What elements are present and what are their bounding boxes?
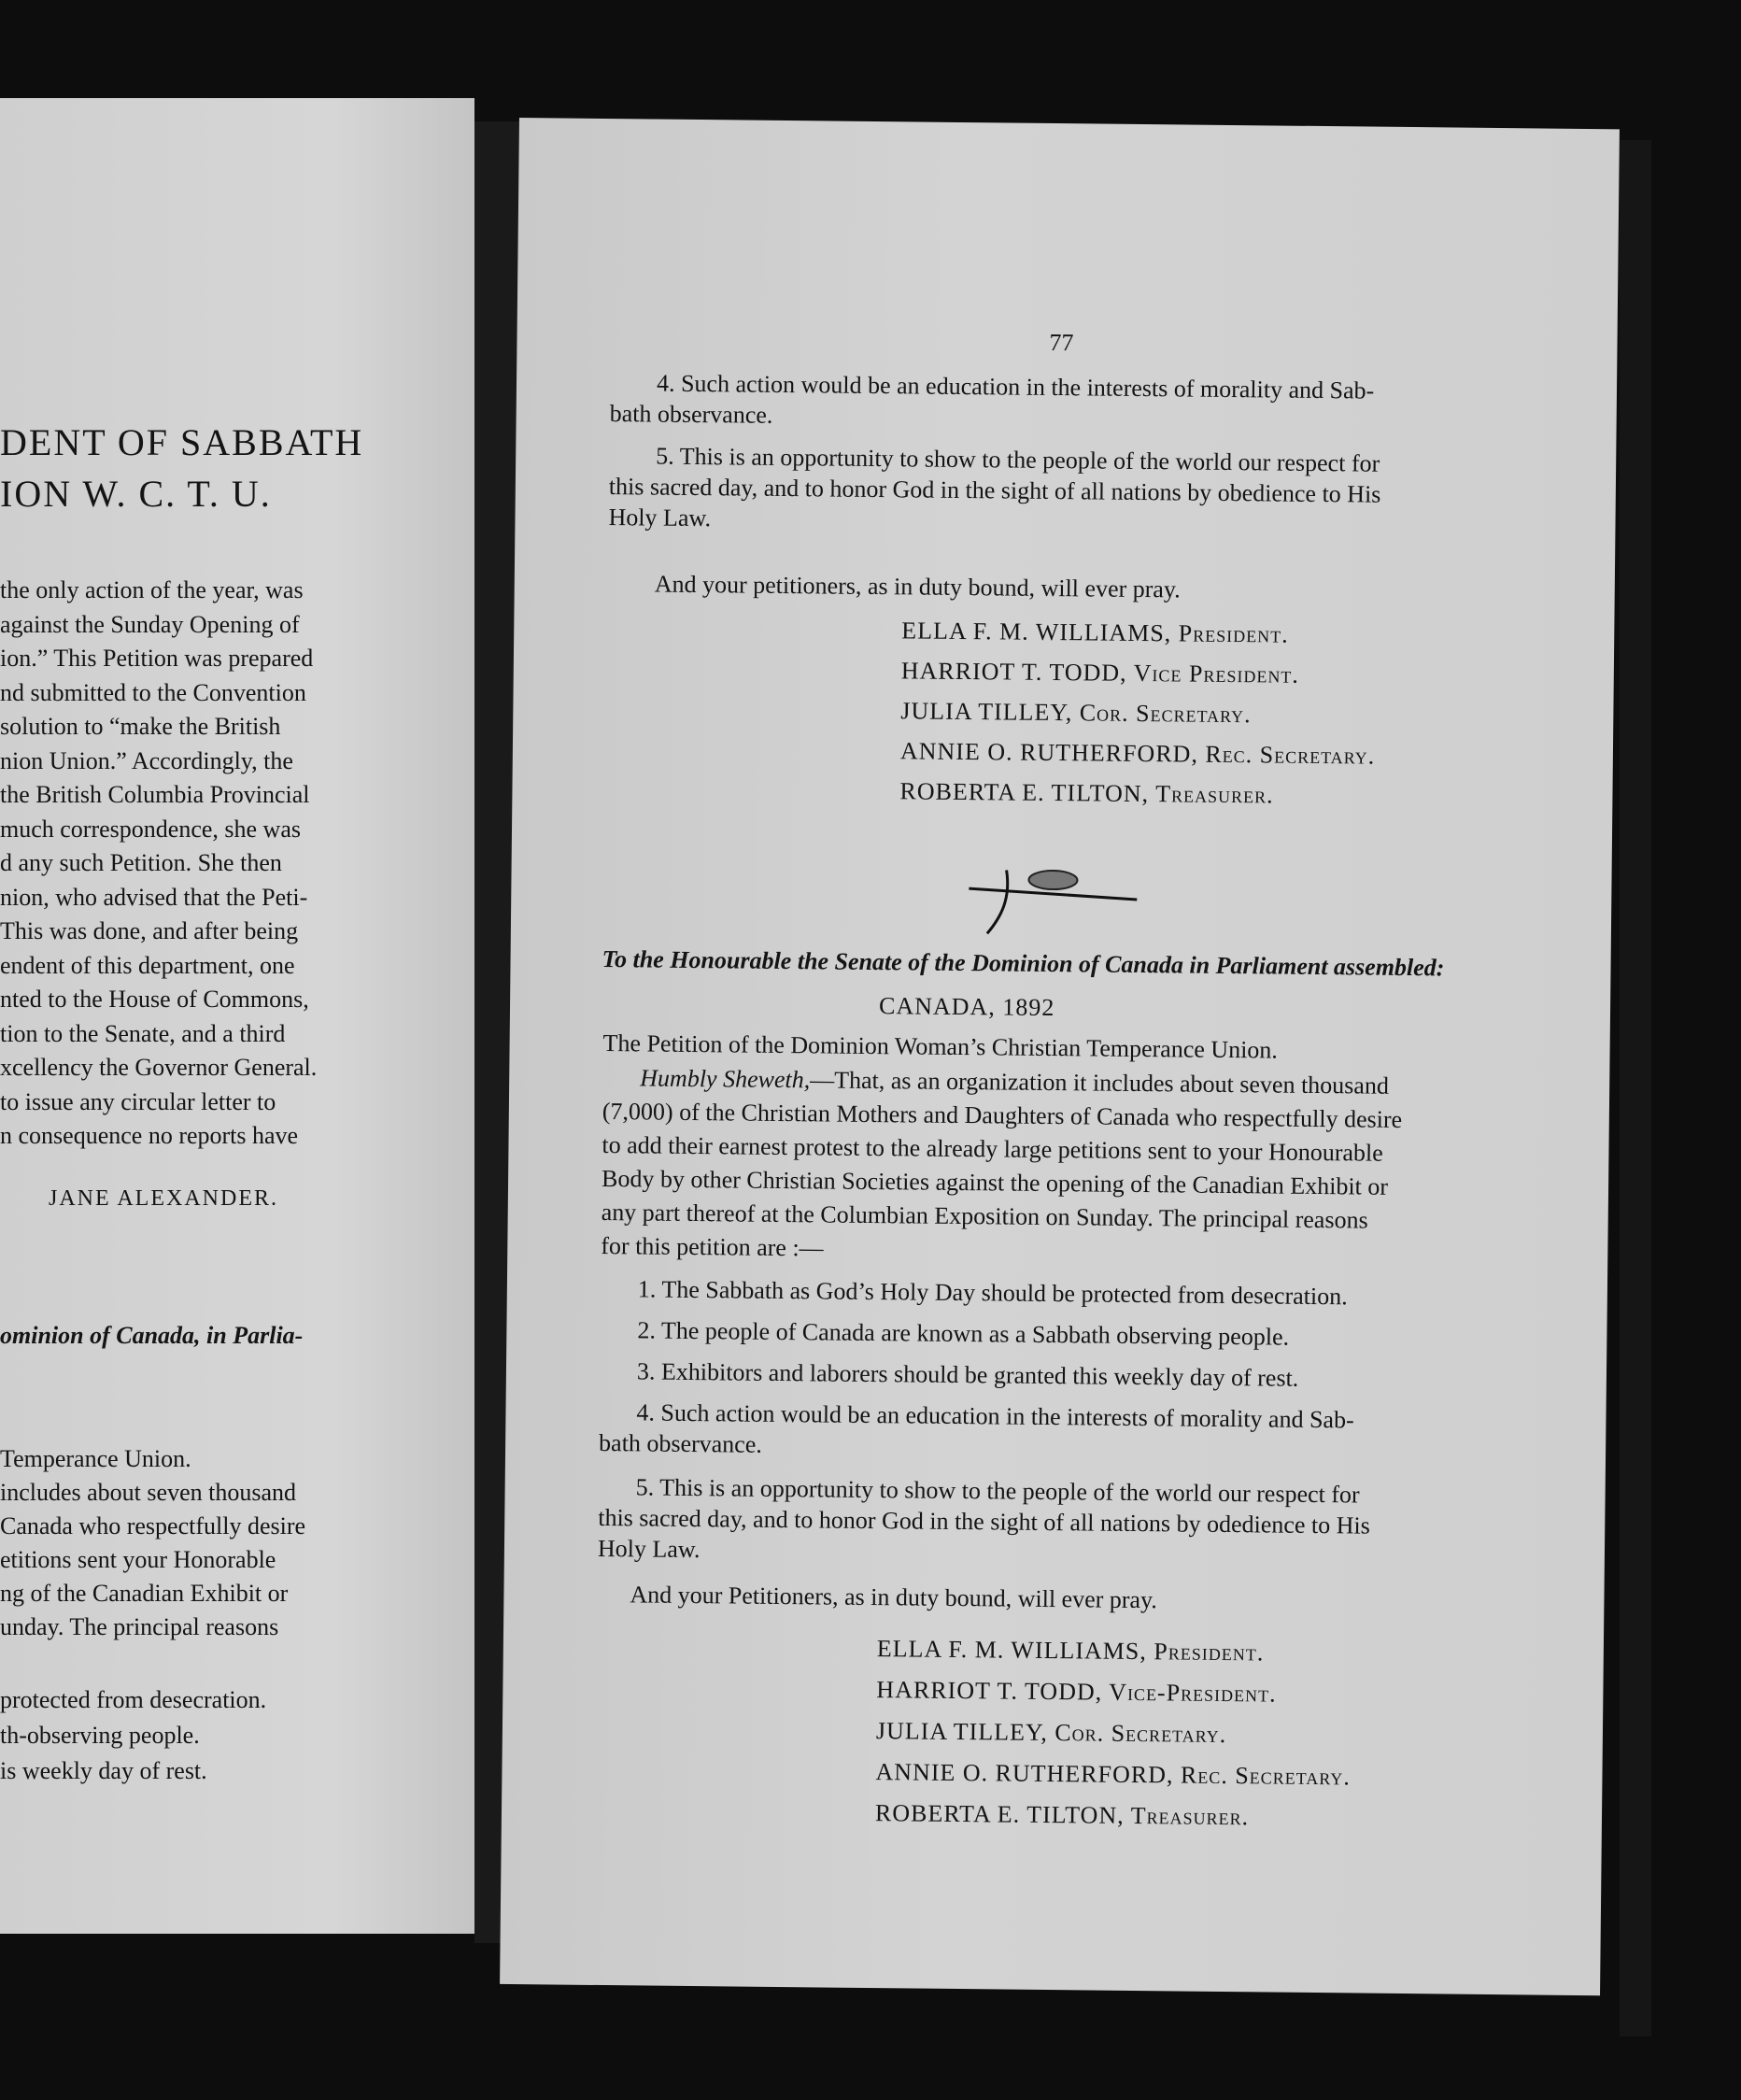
top-item-5-line: 5. This is an opportunity to show to the people of the world our respect for: [656, 442, 1380, 477]
signatory-bottom: ELLA F. M. WILLIAMS, President.: [876, 1635, 1265, 1667]
bottom-item-4-line: bath observance.: [598, 1428, 762, 1458]
left-paragraph-2-line: Temperance Union.: [0, 1445, 191, 1472]
signatory-top: HARRIOT T. TODD, Vice President.: [900, 657, 1300, 688]
left-paragraph-2-line: ng of the Canadian Exhibit or: [0, 1580, 289, 1607]
left-address: ominion of Canada, in Parlia-: [0, 1322, 304, 1349]
bottom-item-4-line: 4. Such action would be an education in the interests of morality and Sab-: [636, 1398, 1354, 1434]
bottom-item-5-line: Holy Law.: [597, 1534, 701, 1564]
body-line: (7,000) of the Christian Mothers and Daughters of Canada who respectfully desire: [602, 1097, 1403, 1133]
left-paragraph-1-line: tion to the Senate, and a third: [0, 1019, 286, 1047]
left-paragraph-1-line: the only action of the year, was: [0, 576, 304, 603]
left-signature: JANE ALEXANDER.: [49, 1186, 278, 1211]
left-reason-line: protected from desecration.: [0, 1686, 267, 1713]
signatory-bottom: ANNIE O. RUTHERFORD, Rec. Secretary.: [875, 1758, 1351, 1791]
left-paragraph-1-line: nted to the House of Commons,: [0, 986, 309, 1013]
left-paragraph-1-line: d any such Petition. She then: [0, 849, 282, 876]
reason-line: 3. Exhibitors and laborers should be granted this weekly day of rest.: [636, 1357, 1299, 1392]
left-paragraph-2-line: Canada who respectfully desire: [0, 1512, 306, 1540]
left-paragraph-1-line: n consequence no reports have: [0, 1122, 299, 1149]
right-edge-shadow: [1620, 140, 1651, 2036]
handwritten-flourish-icon: [950, 832, 1175, 938]
left-paragraph-1-line: to issue any circular letter to: [0, 1087, 276, 1115]
petition-address: To the Honourable the Senate of the Dominion of Canada in Parliament assembled:: [602, 944, 1445, 982]
left-paragraph-1-line: nion Union.” Accordingly, the: [0, 746, 293, 774]
signatory-bottom: JULIA TILLEY, Cor. Secretary.: [875, 1717, 1227, 1749]
left-paragraph-1-line: ion.” This Petition was prepared: [0, 645, 314, 672]
signatory-top: ROBERTA E. TILTON, Treasurer.: [899, 777, 1274, 809]
left-paragraph-1-line: against the Sunday Opening of: [0, 610, 300, 638]
signatory-bottom: HARRIOT T. TODD, Vice-President.: [876, 1676, 1277, 1708]
left-paragraph-2-line: unday. The principal reasons: [0, 1613, 279, 1640]
bottom-item-5-line: 5. This is an opportunity to show to the people of the world our respect for: [635, 1473, 1360, 1509]
left-paragraph-1-line: nd submitted to the Convention: [0, 678, 306, 706]
left-reason-line: is weekly day of rest.: [0, 1757, 207, 1784]
humbly-sheweth: Humbly Sheweth,: [640, 1064, 811, 1094]
left-heading-line-2: ION W. C. T. U.: [0, 473, 272, 515]
top-item-5-line: Holy Law.: [608, 504, 712, 532]
body-line: to add their earnest protest to the already large petitions sent to your Honourable: [602, 1130, 1383, 1167]
left-paragraph-1-line: xcellency the Governor General.: [0, 1054, 318, 1081]
signatory-top: JULIA TILLEY, Cor. Secretary.: [900, 697, 1252, 729]
left-paragraph-1-line: solution to “make the British: [0, 713, 281, 740]
left-paragraph-2-line: etitions sent your Honorable: [0, 1546, 276, 1573]
reason-line: 2. The people of Canada are known as a Sabbath observing people.: [637, 1316, 1290, 1351]
petition-title: The Petition of the Dominion Woman’s Christian Temperance Union.: [602, 1029, 1279, 1064]
body-line: Body by other Christian Societies against the opening of the Canadian Exhibit or: [601, 1164, 1389, 1200]
left-page: [0, 98, 474, 1934]
left-heading-line-1: DENT OF SABBATH: [0, 421, 364, 463]
place-date: CANADA, 1892: [878, 992, 1055, 1022]
left-paragraph-1-line: nion, who advised that the Peti-: [0, 883, 308, 911]
top-item-5-line: this sacred day, and to honor God in the sight of all nations by obedience to His: [608, 473, 1381, 508]
body-first-line: [640, 1064, 1389, 1100]
left-paragraph-1-line: the British Columbia Provincial: [0, 781, 310, 808]
body-line: for this petition are :—: [601, 1231, 824, 1262]
left-paragraph-1-line: much correspondence, she was: [0, 815, 301, 843]
signatory-top: ANNIE O. RUTHERFORD, Rec. Secretary.: [899, 737, 1376, 770]
signatory-bottom: ROBERTA E. TILTON, Treasurer.: [874, 1799, 1250, 1831]
bottom-item-5-line: this sacred day, and to honor God in the sight of all nations by odedience to His: [598, 1503, 1370, 1540]
top-item-4-line: bath observance.: [609, 400, 773, 429]
closing-top: And your petitioners, as in duty bound, will ever pray.: [654, 570, 1181, 603]
right-page: [500, 118, 1620, 1995]
top-item-4-line: 4. Such action would be an education in the interests of morality and Sab-: [656, 369, 1375, 404]
body-line: any part thereof at the Columbian Exposition on Sunday. The principal reasons: [601, 1198, 1368, 1234]
left-reason-line: th-observing people.: [0, 1722, 200, 1749]
left-paragraph-1-line: This was done, and after being: [0, 917, 299, 944]
reason-line: 1. The Sabbath as God’s Holy Day should be protected from desecration.: [637, 1275, 1348, 1311]
left-paragraph-2-line: includes about seven thousand: [0, 1479, 296, 1506]
left-paragraph-1-line: endent of this department, one: [0, 951, 295, 979]
closing-bottom: And your Petitioners, as in duty bound, will ever pray.: [630, 1581, 1158, 1614]
body-line-0: —That, as an organization it includes about seven thousand: [810, 1066, 1390, 1100]
signatory-top: ELLA F. M. WILLIAMS, President.: [901, 617, 1289, 648]
page-number: 77: [1049, 328, 1074, 357]
